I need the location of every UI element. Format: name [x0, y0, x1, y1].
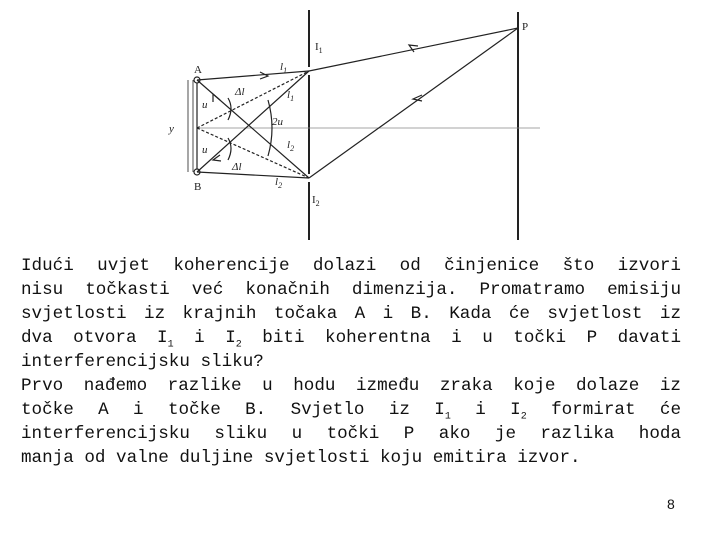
paragraph2-line: interferencijsku sliku u točki P ako je razlika hoda [21, 424, 681, 444]
paragraph1-line: Idući uvjet koherencije dolazi od činjenice što izvori [21, 256, 681, 276]
paragraph2-line: manja od valne duljine svjetlosti koju emitira izvor. [21, 448, 581, 468]
ray-b-to-i2 [197, 172, 309, 178]
label-delta-l-bottom: Δl [232, 161, 242, 173]
ray-b-to-i1 [197, 71, 309, 172]
label-aperture-1: $I_1$ [315, 41, 323, 55]
paragraph1-line: svjetlosti iz krajnih točaka A i B. Kada će svjetlost iz [21, 304, 681, 324]
paragraph1-line: interferencijsku sliku? [21, 352, 264, 372]
label-point-b: B [194, 181, 202, 193]
label-point-p: P [522, 21, 529, 33]
diagram-svg [160, 0, 540, 245]
arrow-left-top [213, 94, 220, 102]
paragraph2-line: točke A i točke B. Svjetlo iz $I_1$ i $I_2$ formirat će [21, 400, 681, 423]
label-l2: $l_2$ [287, 139, 295, 153]
label-l1-prime: $l_1$ [287, 89, 295, 103]
dashed-line-lower [197, 128, 309, 178]
label-u-top: u [202, 99, 208, 111]
label-y: y [169, 123, 174, 135]
body-text [21, 254, 681, 470]
label-aperture-2: $I_2$ [312, 194, 320, 208]
label-l1: $l_1$ [280, 61, 288, 75]
label-2u: 2u [272, 116, 283, 128]
label-u-bottom: u [202, 144, 208, 156]
label-point-a: A [194, 64, 202, 76]
label-l2-prime: $l_2$ [275, 176, 283, 190]
paragraph2-line: Prvo nađemo razlike u hodu između zraka koje dolaze iz [21, 376, 681, 396]
ray-i1-to-p [309, 28, 518, 71]
paragraph1-line: dva otvora $I_1$ i $I_2$ biti koherentna i u točki P davati [21, 328, 682, 351]
interference-diagram [160, 0, 540, 245]
label-delta-l-top: Δl [235, 86, 245, 98]
paragraph1-line: nisu točkasti već konačnih dimenzija. Promatramo emisiju [21, 280, 681, 300]
ray-a-to-i1 [197, 71, 309, 80]
arrow-l1 [260, 72, 268, 79]
page-number: 8 [667, 496, 675, 512]
